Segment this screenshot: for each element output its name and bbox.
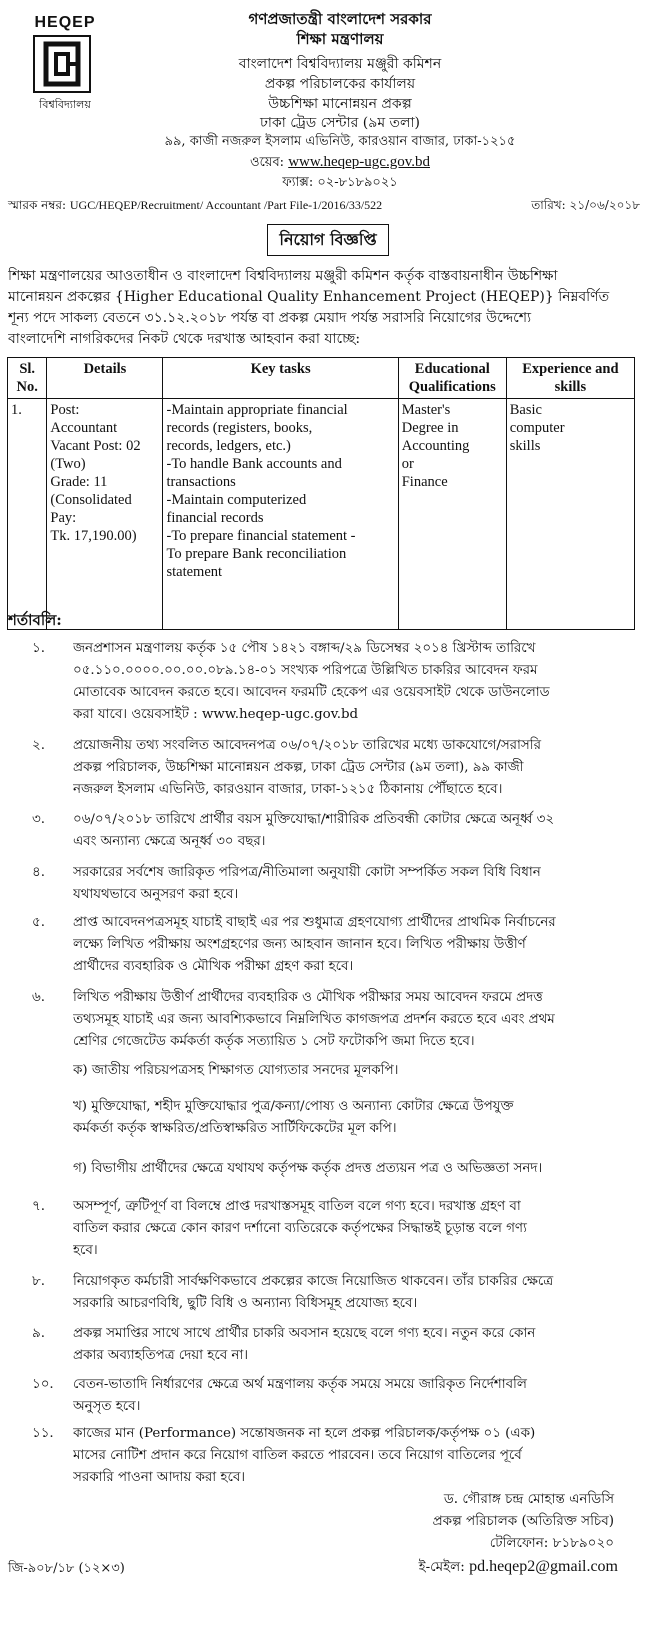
- condition-line: প্রকল্প সমাপ্তির সাথে সাথে প্রার্থীর চাকরি অবসান হয়েছে বলে গণ্য হবে। নতুন করে কোন: [73, 1326, 536, 1341]
- condition-line: নিয়োগকৃত কর্মচারী সার্বক্ষণিকভাবে প্রকল্পের কাজে নিয়োজিত থাকবেন। তাঁর চাকরির ক্ষেত্রে: [73, 1274, 554, 1289]
- condition-line: তথ্যসমূহ যাচাই এর জন্য আবশ্যিকভাবে নিম্নলিখিত কাগজপত্র প্রদর্শন করতে হবে এবং প্রথম: [73, 1012, 555, 1027]
- government-name: গণপ্রজাতন্ত্রী বাংলাদেশ সরকার: [248, 10, 432, 28]
- building-name: ঢাকা ট্রেড সেন্টার (৯ম তলা): [259, 115, 421, 131]
- condition-line: জনপ্রশাসন মন্ত্রণালয় কর্তৃক ১৫ পৌষ ১৪২১ বঙ্গাব্দ/২৯ ডিসেম্বর ২০১৪ খ্রিস্টাব্দ তারিখে: [73, 641, 536, 656]
- condition-number: ১.: [32, 641, 45, 656]
- condition-line: ০৬/০৭/২০১৮ তারিখে প্রার্থীর বয়স মুক্তিযোদ্ধা/শারীরিক প্রতিবন্ধী কোটার ক্ষেত্রে অনূর্ধ্ব ৩২: [73, 812, 555, 827]
- memo-value: UGC/HEQEP/Recruitment/ Accountant /Part File-1/2016/33/522: [69, 198, 383, 212]
- commission-name: বাংলাদেশ বিশ্ববিদ্যালয় মঞ্জুরী কমিশন: [238, 56, 442, 72]
- header-experience: Experience and skills: [506, 358, 634, 399]
- memo-date: তারিখ: ২১/০৬/২০১৮: [531, 198, 640, 212]
- logo-caption: বিশ্ববিদ্যালয়: [39, 98, 91, 111]
- office-address: ৯৯, কাজী নজরুল ইসলাম এভিনিউ, কারওয়ান বাজার, ঢাকা-১২১৫: [164, 134, 516, 149]
- condition-number: ২.: [32, 738, 45, 753]
- intro-line: শূন্য পদে সাকল্য বেতনে ৩১.১২.২০১৮ পর্যন্ত বা প্রকল্প মেয়াদ পর্যন্ত সরাসরি নিয়োগের উদ্দেশ্যে: [8, 310, 532, 326]
- logo-text: HEQEP: [34, 14, 96, 31]
- condition-line: প্রকার অব্যাহতিপত্র দেয়া হবে না।: [73, 1348, 249, 1363]
- header-sl-no: Sl. No.: [8, 358, 47, 399]
- intro-line: বাংলাদেশি নাগরিকদের নিকট থেকে দরখাস্ত আহবান করা যাচ্ছে:: [8, 331, 361, 347]
- intro-line: মানোন্নয়ন প্রকল্পের {Higher Educational Quality Enhancement Project (HEQEP)} নিম্নবর্ণিত: [8, 289, 610, 305]
- condition-line: মাসের নোটিশ প্রদান করে নিয়োগ বাতিল করতে পারবেন। তবে নিয়োগ বাতিলের পূর্বে: [73, 1448, 522, 1463]
- condition-number: ৫.: [32, 915, 45, 930]
- condition-number: ৩.: [32, 812, 45, 827]
- condition-line: মোতাবেক আবেদন করতে হবে। আবেদন ফরমটি হেকেপ এর ওয়েবসাইট থেকে ডাউনলোড: [73, 685, 550, 700]
- fax-number: ফ্যাক্স: ০২-৮১৮৯০২১: [282, 175, 398, 190]
- condition-line: লক্ষ্যে লিখিত পরীক্ষায় অংশগ্রহণের জন্য আহবান জানান হবে। লিখিত পরীক্ষায় উত্তীর্ণ: [73, 937, 526, 952]
- subitem-line: ক) জাতীয় পরিচয়পত্রসহ শিক্ষাগত যোগ্যতার সনদের মূলকপি।: [73, 1063, 399, 1078]
- condition-line: সরকারি আচরণবিধি, ছুটি বিধি ও অন্যান্য বিধিসমূহ প্রযোজ্য হবে।: [73, 1296, 418, 1311]
- document-subitem: [73, 1060, 633, 1082]
- condition-line: প্রার্থীদের ব্যবহারিক ও মৌখিক পরীক্ষা গ্রহণ করা হবে।: [73, 959, 354, 974]
- cell-sl: 1.: [8, 399, 47, 630]
- condition-line: কাজের মান (Performance) সন্তোষজনক না হলে প্রকল্প পরিচালক/কর্তৃপক্ষ ০১ (এক): [73, 1426, 536, 1441]
- cell-qualifications: Master's Degree in Accounting or Finance: [398, 399, 506, 630]
- signatory-name: ড. গৌরাঙ্গ চন্দ্র মোহান্ত এনডিসি: [443, 1491, 614, 1507]
- condition-line: অনুসৃত হবে।: [73, 1399, 141, 1414]
- header-details: Details: [47, 358, 163, 399]
- condition-line: অসম্পূর্ণ, ত্রুটিপূর্ণ বা বিলম্বে প্রাপ্ত দরখাস্তসমূহ বাতিল বলে গণ্য হবে। দরখাস্ত গ্রহণ বা: [73, 1199, 521, 1214]
- condition-line: সরকারের সর্বশেষ জারিকৃত পরিপত্র/নীতিমালা অনুযায়ী কোটা সম্পর্কিত সকল বিধি বিধান: [73, 865, 541, 880]
- signatory-designation: প্রকল্প পরিচালক (অতিরিক্ত সচিব): [432, 1513, 614, 1529]
- condition-line: প্রকল্প পরিচালক, উচ্চশিক্ষা মানোন্নয়ন প্রকল্প, ঢাকা ট্রেড সেন্টার (৯ম তলা), ৯৯ কাজী: [73, 760, 524, 775]
- header-key-tasks: Key tasks: [163, 358, 398, 399]
- condition-number: ৪.: [32, 865, 45, 880]
- condition-line: বাতিল করার ক্ষেত্রে কোন কারণ দর্শানো ব্যতিরেকে কর্তৃপক্ষের সিদ্ধান্তই চূড়ান্ত বলে গণ্য: [73, 1221, 527, 1236]
- condition-number: ৮.: [32, 1274, 45, 1289]
- condition-number: ১০.: [32, 1377, 54, 1392]
- condition-number: ৭.: [32, 1199, 45, 1214]
- intro-line: শিক্ষা মন্ত্রণালয়ের আওতাধীন ও বাংলাদেশ বিশ্ববিদ্যালয় মঞ্জুরী কমিশন কর্তৃক বাস্তবায়নাধীন উচ্চশিক্ষা: [8, 268, 558, 284]
- document-subitem: [73, 1158, 633, 1180]
- heqep-logo: [20, 14, 110, 124]
- condition-line: বেতন-ভাতাদি নির্ধারণের ক্ষেত্রে অর্থ মন্ত্রণালয় কর্তৃক সময়ে সময়ে জারিকৃত নির্দেশাবলি: [73, 1377, 527, 1392]
- intro-paragraph: [8, 266, 640, 350]
- subitem-line: গ) বিভাগীয় প্রার্থীদের ক্ষেত্রে যথাযথ কর্তৃপক্ষ কর্তৃক প্রদত্ত প্রত্যয়ন পত্র ও অভিজ্ঞতা সনদ।: [73, 1161, 543, 1176]
- condition-line: লিখিত পরীক্ষায় উত্তীর্ণ প্রার্থীদের ব্যবহারিক ও মৌখিক পরীক্ষার সময় আবেদন ফরমে প্রদত্ত: [73, 990, 543, 1005]
- table-row: [8, 399, 635, 630]
- heqep-emblem-icon: [30, 34, 94, 94]
- project-name: উচ্চশিক্ষা মানোন্নয়ন প্রকল্প: [268, 96, 412, 112]
- job-table: [7, 357, 635, 630]
- document-subitem: [73, 1096, 633, 1140]
- website-link[interactable]: www.heqep-ugc.gov.bd: [288, 154, 430, 170]
- condition-line: হবে।: [73, 1243, 98, 1258]
- condition-line: সরকারি পাওনা আদায় করা হবে।: [73, 1470, 246, 1485]
- condition-line: প্রয়োজনীয় তথ্য সংবলিত আবেদনপত্র ০৬/০৭/২০১৮ তারিখের মধ্যে ডাকযোগে/সরাসরি: [73, 738, 541, 753]
- memo-label: স্মারক নম্বর:: [8, 198, 67, 212]
- condition-number: ১১.: [32, 1426, 54, 1441]
- cell-details: Post: Accountant Vacant Post: 02 (Two) Grade: 11 (Consolidated Pay: Tk. 17,190.00): [47, 399, 163, 630]
- condition-number: ৯.: [32, 1326, 45, 1341]
- condition-line: যথাযথভাবে অনুসরণ করা হবে।: [73, 887, 239, 902]
- header-qualifications: Educational Qualifications: [398, 358, 506, 399]
- email-label: ই-মেইল:: [418, 1559, 465, 1575]
- table-header-row: [8, 358, 635, 399]
- footer-code: জি-৯০৮/১৮ (১২×৩): [8, 1561, 125, 1576]
- web-label: ওয়েব:: [250, 155, 285, 170]
- signatory-phone: টেলিফোন: ৮১৮৯০২০: [489, 1535, 614, 1551]
- cell-key-tasks: -Maintain appropriate financial records (registers, books, records, ledgers, etc.) -To handle Bank accounts and transactions -Maintain computerized financial records -To prepare financial statement - To prepare Bank reconciliation statement: [163, 399, 398, 630]
- condition-line: নজরুল ইসলাম এভিনিউ, কারওয়ান বাজার, ঢাকা-১২১৫ ঠিকানায় পৌঁছাতে হবে।: [73, 782, 503, 797]
- subitem-line: কর্মকর্তা কর্তৃক স্বাক্ষরিত/প্রতিস্বাক্ষরিত সার্টিফিকেটের মূল কপি।: [73, 1121, 397, 1136]
- signatory-email: [419, 1556, 618, 1579]
- condition-number: ৬.: [32, 990, 45, 1005]
- subitem-line: খ) মুক্তিযোদ্ধা, শহীদ মুক্তিযোদ্ধার পুত্র/কন্যা/পোষ্য ও অন্যান্য কোটার ক্ষেত্রে উপযুক্ত: [73, 1099, 514, 1114]
- office-name: প্রকল্প পরিচালকের কার্যালয়: [264, 76, 416, 92]
- condition-line: শ্রেণির গেজেটেড কর্মকর্তা কর্তৃক সত্যায়িত ১ সেট ফটোকপি জমা দিতে হবে।: [73, 1034, 475, 1049]
- cell-experience: Basic computer skills: [506, 399, 634, 630]
- website-line: [150, 153, 530, 174]
- memo-number: [8, 197, 382, 217]
- condition-line: এবং অন্যান্য ক্ষেত্রে অনূর্ধ্ব ৩০ বছর।: [73, 834, 266, 849]
- condition-line: করা যাবে। ওয়েবসাইট : www.heqep-ugc.gov.bd: [73, 707, 359, 722]
- condition-line: ০৫.১১০.০০০০.০০.০০.০৮৯.১৪-০১ সংখ্যক পরিপত্রে উল্লিখিত চাকরির আবেদন ফরম: [73, 663, 538, 678]
- ministry-name: শিক্ষা মন্ত্রণালয়: [296, 30, 384, 48]
- conditions-heading: শর্তাবলি:: [8, 611, 62, 629]
- email-link[interactable]: pd.heqep2@gmail.com: [469, 1558, 618, 1575]
- notice-title: নিয়োগ বিজ্ঞপ্তি: [267, 224, 389, 256]
- condition-line: প্রাপ্ত আবেদনপত্রসমূহ যাচাই বাছাই এর পর শুধুমাত্র গ্রহণযোগ্য প্রার্থীদের প্রাথমিক নির্বাচনের: [73, 915, 556, 930]
